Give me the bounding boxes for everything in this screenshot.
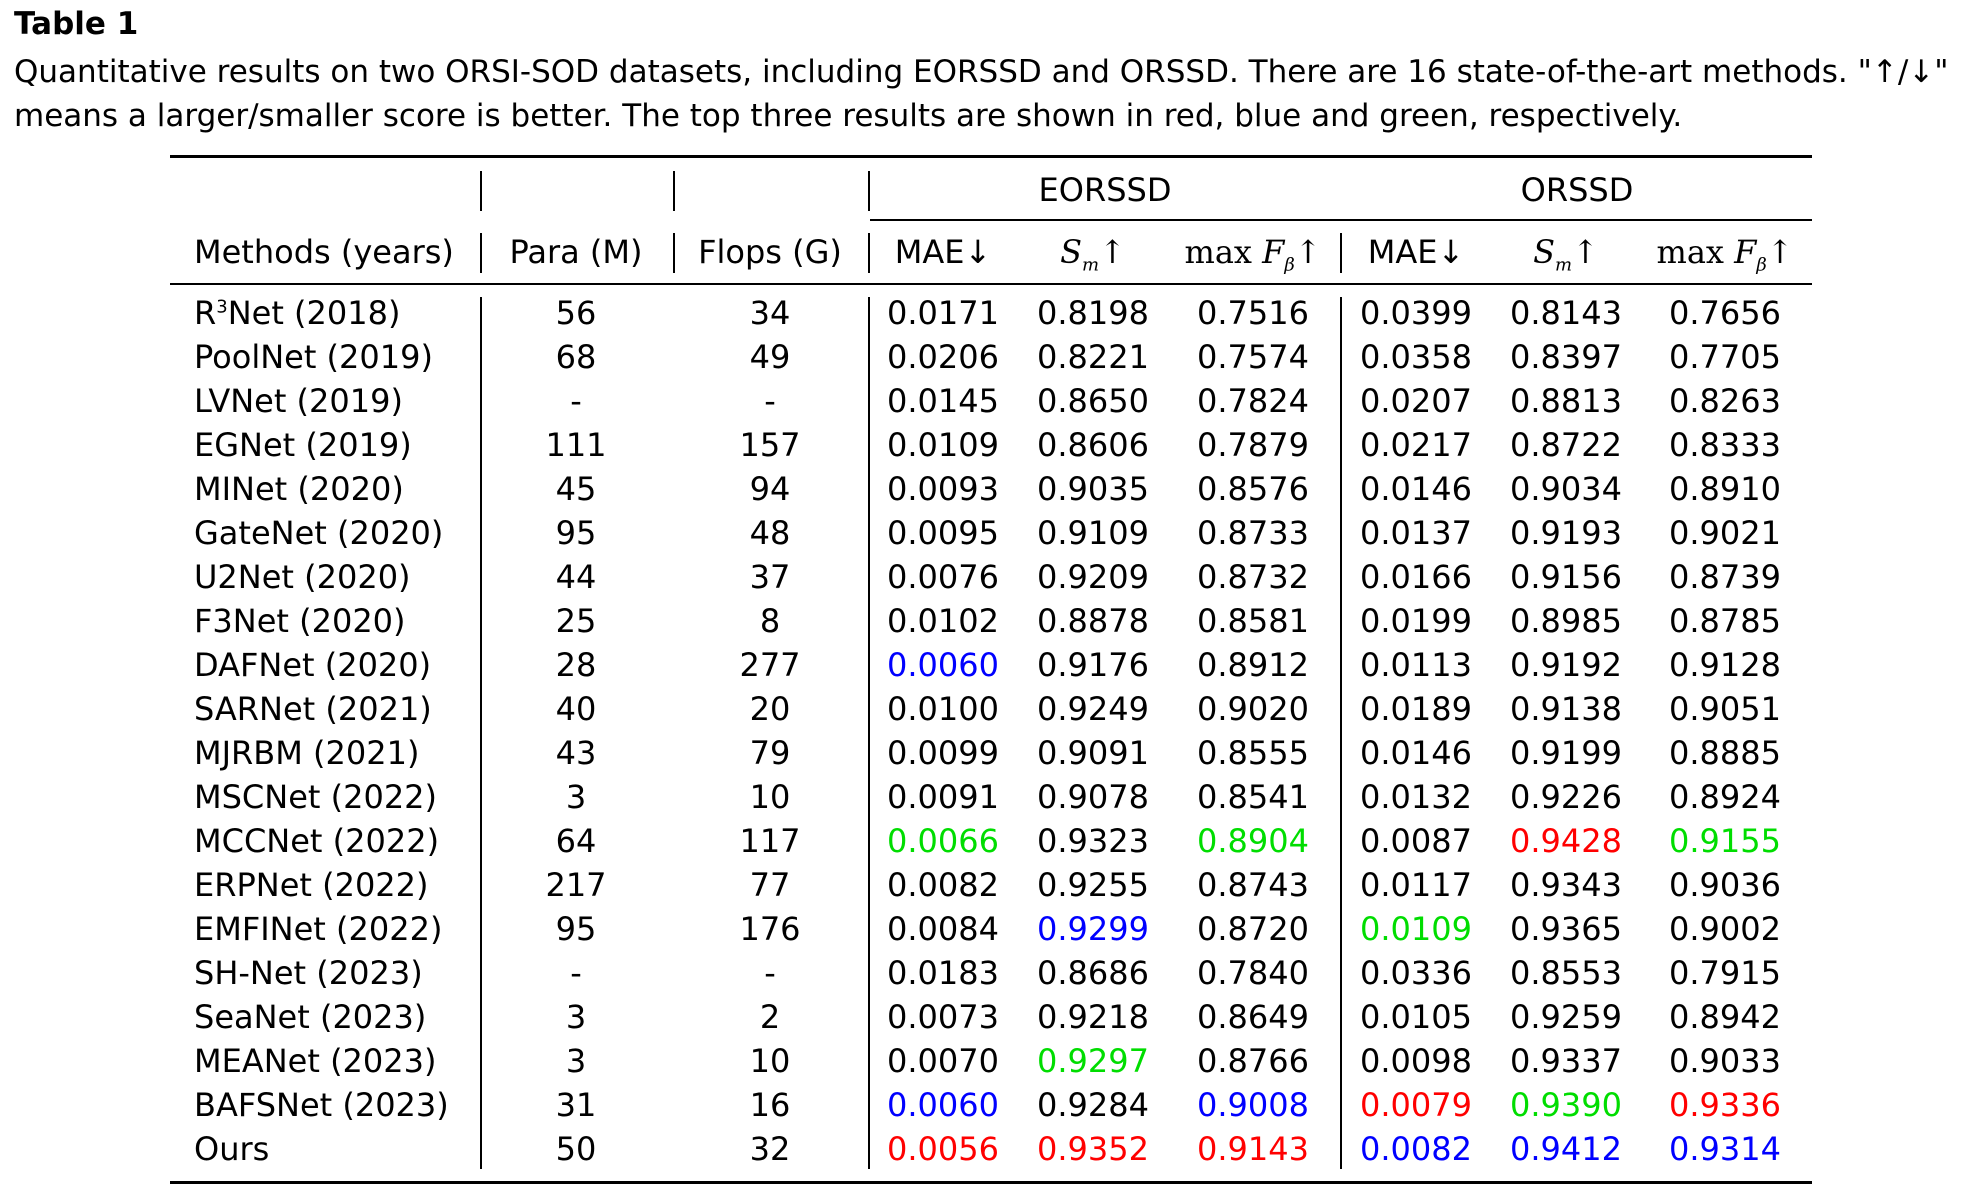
cell-orssd-mae: 0.0146: [1360, 734, 1472, 772]
cell-orssd-sm: 0.8985: [1510, 602, 1622, 640]
cell-eorssd-sm: 0.9352: [1037, 1130, 1149, 1168]
caption-line-2: means a larger/smaller score is better. The top three results are shown in red, blue and green, respectively.: [14, 98, 1683, 134]
cell-orssd-mae: 0.0082: [1360, 1130, 1472, 1168]
cell-para: 31: [555, 1086, 597, 1124]
cell-eorssd-sm: 0.9323: [1037, 822, 1149, 860]
cell-orssd-sm: 0.8813: [1510, 382, 1622, 420]
cell-para: 40: [555, 690, 597, 728]
cell-orssd-maxf: 0.9155: [1669, 822, 1781, 860]
cell-flops: 77: [749, 866, 791, 904]
cell-eorssd-mae: 0.0056: [887, 1130, 999, 1168]
cell-eorssd-mae: 0.0109: [887, 426, 999, 464]
cell-para: 25: [555, 602, 597, 640]
cell-eorssd-maxf: 0.7516: [1197, 294, 1309, 332]
cell-flops: 49: [749, 338, 791, 376]
cell-para: 45: [555, 470, 597, 508]
body-separator: [480, 297, 482, 1169]
cell-eorssd-mae: 0.0183: [887, 954, 999, 992]
cell-eorssd-mae: 0.0091: [887, 778, 999, 816]
cell-eorssd-maxf: 0.7840: [1197, 954, 1309, 992]
cell-orssd-sm: 0.9226: [1510, 778, 1622, 816]
cell-orssd-sm: 0.9138: [1510, 690, 1622, 728]
cell-eorssd-maxf: 0.9008: [1197, 1086, 1309, 1124]
cell-eorssd-maxf: 0.8541: [1197, 778, 1309, 816]
cell-orssd-sm: 0.9412: [1510, 1130, 1622, 1168]
cell-eorssd-mae: 0.0082: [887, 866, 999, 904]
cell-method: LVNet (2019): [194, 382, 403, 420]
cell-orssd-mae: 0.0132: [1360, 778, 1472, 816]
cell-flops: 37: [749, 558, 791, 596]
cell-orssd-maxf: 0.8739: [1669, 558, 1781, 596]
cell-orssd-maxf: 0.9036: [1669, 866, 1781, 904]
group-header-eorssd: EORSSD: [1038, 171, 1172, 209]
cell-eorssd-maxf: 0.8766: [1197, 1042, 1309, 1080]
cell-eorssd-mae: 0.0084: [887, 910, 999, 948]
cell-orssd-mae: 0.0399: [1360, 294, 1472, 332]
cell-eorssd-mae: 0.0145: [887, 382, 999, 420]
cell-method: GateNet (2020): [194, 514, 444, 552]
table-bottom-rule: [170, 1181, 1812, 1184]
cell-para: 3: [565, 778, 587, 816]
cell-flops: 10: [749, 778, 791, 816]
cell-flops: 94: [749, 470, 791, 508]
col-header-methods: Methods (years): [194, 233, 454, 271]
cell-eorssd-mae: 0.0171: [887, 294, 999, 332]
cell-method: MINet (2020): [194, 470, 404, 508]
cell-eorssd-maxf: 0.8912: [1197, 646, 1309, 684]
header-separator: [673, 171, 675, 211]
cell-orssd-sm: 0.9337: [1510, 1042, 1622, 1080]
cell-eorssd-sm: 0.9249: [1037, 690, 1149, 728]
cell-para: 95: [555, 910, 597, 948]
cell-method: ERPNet (2022): [194, 866, 429, 904]
cell-para: -: [570, 382, 582, 420]
header-separator: [1340, 233, 1342, 273]
cell-flops: 176: [739, 910, 801, 948]
cell-orssd-maxf: 0.7705: [1669, 338, 1781, 376]
cell-method: BAFSNet (2023): [194, 1086, 449, 1124]
cell-orssd-maxf: 0.8785: [1669, 602, 1781, 640]
cell-orssd-maxf: 0.9128: [1669, 646, 1781, 684]
cell-eorssd-maxf: 0.8733: [1197, 514, 1309, 552]
cell-method: Ours: [194, 1130, 270, 1168]
cell-orssd-mae: 0.0189: [1360, 690, 1472, 728]
table-header-rule: [170, 283, 1812, 285]
cell-flops: 48: [749, 514, 791, 552]
cell-flops: 34: [749, 294, 791, 332]
cell-para: 28: [555, 646, 597, 684]
cell-eorssd-maxf: 0.8904: [1197, 822, 1309, 860]
cell-para: 95: [555, 514, 597, 552]
cell-eorssd-maxf: 0.8732: [1197, 558, 1309, 596]
cell-eorssd-sm: 0.9209: [1037, 558, 1149, 596]
table-caption-text: [14, 50, 1974, 138]
cell-eorssd-mae: 0.0102: [887, 602, 999, 640]
cell-orssd-sm: 0.9365: [1510, 910, 1622, 948]
cell-method: DAFNet (2020): [194, 646, 432, 684]
cell-eorssd-mae: 0.0070: [887, 1042, 999, 1080]
cell-orssd-sm: 0.9156: [1510, 558, 1622, 596]
cell-orssd-sm: 0.9193: [1510, 514, 1622, 552]
cell-orssd-maxf: 0.8885: [1669, 734, 1781, 772]
cell-eorssd-maxf: 0.8720: [1197, 910, 1309, 948]
cell-para: 217: [545, 866, 607, 904]
cell-method: SARNet (2021): [194, 690, 432, 728]
cell-eorssd-mae: 0.0073: [887, 998, 999, 1036]
cell-orssd-maxf: 0.9051: [1669, 690, 1781, 728]
cell-method: EGNet (2019): [194, 426, 412, 464]
cell-eorssd-mae: 0.0099: [887, 734, 999, 772]
cell-flops: 20: [749, 690, 791, 728]
group-underline: [870, 219, 1812, 221]
cell-orssd-maxf: 0.9021: [1669, 514, 1781, 552]
group-header-orssd: ORSSD: [1520, 171, 1634, 209]
cell-method: SeaNet (2023): [194, 998, 427, 1036]
cell-orssd-maxf: 0.9336: [1669, 1086, 1781, 1124]
cell-method: MCCNet (2022): [194, 822, 440, 860]
cell-orssd-mae: 0.0113: [1360, 646, 1472, 684]
cell-method: U2Net (2020): [194, 558, 411, 596]
cell-eorssd-maxf: 0.8581: [1197, 602, 1309, 640]
cell-orssd-mae: 0.0117: [1360, 866, 1472, 904]
cell-orssd-mae: 0.0358: [1360, 338, 1472, 376]
col-header-eorssd-maxf: $\max F_\beta↑$: [1184, 233, 1322, 276]
col-header-eorssd-mae: MAE↓: [894, 233, 992, 271]
cell-flops: 277: [739, 646, 801, 684]
cell-eorssd-mae: 0.0100: [887, 690, 999, 728]
cell-eorssd-sm: 0.9255: [1037, 866, 1149, 904]
cell-orssd-mae: 0.0336: [1360, 954, 1472, 992]
cell-flops: 8: [759, 602, 781, 640]
cell-para: 68: [555, 338, 597, 376]
cell-method: SH-Net (2023): [194, 954, 423, 992]
cell-orssd-maxf: 0.8333: [1669, 426, 1781, 464]
cell-flops: 32: [749, 1130, 791, 1168]
body-separator: [868, 297, 870, 1169]
cell-flops: 117: [739, 822, 801, 860]
header-separator: [480, 171, 482, 211]
cell-orssd-mae: 0.0146: [1360, 470, 1472, 508]
cell-orssd-sm: 0.9428: [1510, 822, 1622, 860]
cell-method: F3Net (2020): [194, 602, 406, 640]
cell-para: -: [570, 954, 582, 992]
cell-orssd-mae: 0.0109: [1360, 910, 1472, 948]
cell-eorssd-maxf: 0.8576: [1197, 470, 1309, 508]
cell-eorssd-maxf: 0.7574: [1197, 338, 1309, 376]
cell-eorssd-sm: 0.8198: [1037, 294, 1149, 332]
header-separator: [673, 233, 675, 273]
cell-method: PoolNet (2019): [194, 338, 433, 376]
cell-eorssd-mae: 0.0060: [887, 646, 999, 684]
cell-orssd-sm: 0.9390: [1510, 1086, 1622, 1124]
cell-para: 3: [565, 998, 587, 1036]
cell-eorssd-maxf: 0.9143: [1197, 1130, 1309, 1168]
cell-eorssd-sm: 0.9299: [1037, 910, 1149, 948]
col-header-para: Para (M): [509, 233, 643, 271]
cell-para: 44: [555, 558, 597, 596]
cell-eorssd-sm: 0.9109: [1037, 514, 1149, 552]
cell-para: 111: [545, 426, 607, 464]
col-header-eorssd-sm: $S_m↑$: [1060, 233, 1126, 276]
cell-orssd-maxf: 0.8263: [1669, 382, 1781, 420]
col-header-orssd-sm: $S_m↑$: [1533, 233, 1599, 276]
cell-orssd-maxf: 0.8910: [1669, 470, 1781, 508]
cell-eorssd-sm: 0.8221: [1037, 338, 1149, 376]
cell-eorssd-sm: 0.9284: [1037, 1086, 1149, 1124]
cell-flops: 2: [759, 998, 781, 1036]
col-header-orssd-maxf: $\max F_\beta↑$: [1656, 233, 1794, 276]
cell-orssd-maxf: 0.8924: [1669, 778, 1781, 816]
cell-eorssd-sm: 0.8606: [1037, 426, 1149, 464]
cell-orssd-sm: 0.9343: [1510, 866, 1622, 904]
cell-orssd-sm: 0.9192: [1510, 646, 1622, 684]
col-header-flops: Flops (G): [698, 233, 842, 271]
cell-eorssd-maxf: 0.8555: [1197, 734, 1309, 772]
cell-flops: 10: [749, 1042, 791, 1080]
cell-eorssd-sm: 0.9078: [1037, 778, 1149, 816]
cell-eorssd-sm: 0.9297: [1037, 1042, 1149, 1080]
col-header-orssd-mae: MAE↓: [1367, 233, 1465, 271]
cell-orssd-sm: 0.8553: [1510, 954, 1622, 992]
cell-flops: 16: [749, 1086, 791, 1124]
cell-eorssd-sm: 0.8650: [1037, 382, 1149, 420]
table-top-rule: [170, 155, 1812, 158]
cell-orssd-sm: 0.8397: [1510, 338, 1622, 376]
cell-para: 43: [555, 734, 597, 772]
cell-eorssd-maxf: 0.7879: [1197, 426, 1309, 464]
cell-eorssd-maxf: 0.8743: [1197, 866, 1309, 904]
cell-flops: -: [764, 382, 776, 420]
cell-eorssd-mae: 0.0095: [887, 514, 999, 552]
cell-orssd-sm: 0.9259: [1510, 998, 1622, 1036]
cell-orssd-mae: 0.0207: [1360, 382, 1472, 420]
cell-orssd-mae: 0.0217: [1360, 426, 1472, 464]
cell-orssd-mae: 0.0105: [1360, 998, 1472, 1036]
cell-orssd-sm: 0.8722: [1510, 426, 1622, 464]
cell-method: MSCNet (2022): [194, 778, 438, 816]
cell-eorssd-sm: 0.9035: [1037, 470, 1149, 508]
cell-eorssd-maxf: 0.9020: [1197, 690, 1309, 728]
cell-para: 64: [555, 822, 597, 860]
table-caption-title: Table 1: [14, 6, 139, 42]
cell-orssd-sm: 0.8143: [1510, 294, 1622, 332]
header-separator: [868, 233, 870, 273]
cell-para: 3: [565, 1042, 587, 1080]
cell-eorssd-sm: 0.8878: [1037, 602, 1149, 640]
cell-method: EMFINet (2022): [194, 910, 443, 948]
cell-para: 56: [555, 294, 597, 332]
cell-orssd-sm: 0.9034: [1510, 470, 1622, 508]
cell-orssd-maxf: 0.9002: [1669, 910, 1781, 948]
cell-flops: 79: [749, 734, 791, 772]
cell-orssd-maxf: 0.7915: [1669, 954, 1781, 992]
cell-orssd-mae: 0.0079: [1360, 1086, 1472, 1124]
cell-orssd-mae: 0.0137: [1360, 514, 1472, 552]
header-separator: [480, 233, 482, 273]
cell-orssd-mae: 0.0166: [1360, 558, 1472, 596]
cell-eorssd-maxf: 0.7824: [1197, 382, 1309, 420]
cell-eorssd-mae: 0.0066: [887, 822, 999, 860]
cell-eorssd-mae: 0.0076: [887, 558, 999, 596]
cell-eorssd-sm: 0.9091: [1037, 734, 1149, 772]
cell-orssd-maxf: 0.9033: [1669, 1042, 1781, 1080]
cell-para: 50: [555, 1130, 597, 1168]
cell-eorssd-mae: 0.0060: [887, 1086, 999, 1124]
cell-eorssd-sm: 0.9176: [1037, 646, 1149, 684]
cell-method: $R^3Net$ (2018): [194, 294, 401, 332]
header-separator: [868, 171, 870, 211]
cell-eorssd-mae: 0.0206: [887, 338, 999, 376]
cell-orssd-maxf: 0.8942: [1669, 998, 1781, 1036]
body-separator: [1340, 297, 1342, 1169]
cell-orssd-sm: 0.9199: [1510, 734, 1622, 772]
cell-eorssd-mae: 0.0093: [887, 470, 999, 508]
cell-eorssd-sm: 0.9218: [1037, 998, 1149, 1036]
cell-orssd-mae: 0.0199: [1360, 602, 1472, 640]
cell-flops: -: [764, 954, 776, 992]
cell-flops: 157: [739, 426, 801, 464]
cell-method: MJRBM (2021): [194, 734, 420, 772]
cell-orssd-mae: 0.0098: [1360, 1042, 1472, 1080]
cell-orssd-maxf: 0.7656: [1669, 294, 1781, 332]
cell-orssd-mae: 0.0087: [1360, 822, 1472, 860]
cell-method: MEANet (2023): [194, 1042, 437, 1080]
cell-orssd-maxf: 0.9314: [1669, 1130, 1781, 1168]
cell-eorssd-sm: 0.8686: [1037, 954, 1149, 992]
cell-eorssd-maxf: 0.8649: [1197, 998, 1309, 1036]
caption-line-1: Quantitative results on two ORSI-SOD datasets, including EORSSD and ORSSD. There are 16 state-of-the-art methods. "↑/↓": [14, 54, 1949, 90]
